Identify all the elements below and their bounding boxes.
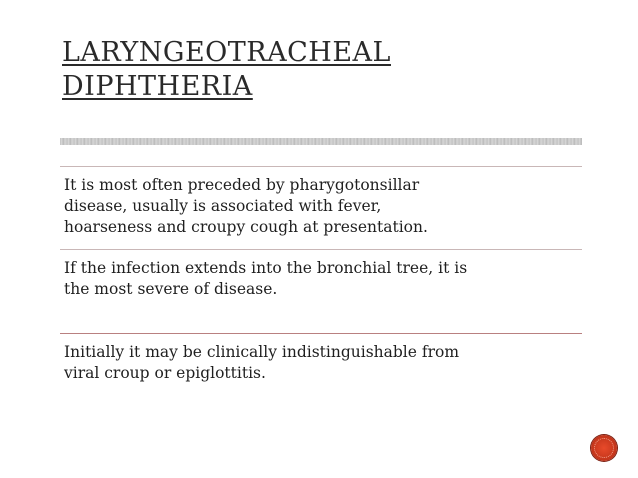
divider-line xyxy=(60,166,582,167)
paragraph-2: If the infection extends into the bronchial tree, it is the most severe of disease. xyxy=(64,259,468,298)
slide-title xyxy=(62,36,582,104)
paragraph-3: Initially it may be clinically indistinguishable from viral croup or epiglottitis. xyxy=(64,343,460,382)
paragraph-1: It is most often preceded by pharygotonsillar disease, usually is associated with fever, hoarseness and croupy cough at presentation. xyxy=(64,176,428,236)
next-slide-icon[interactable] xyxy=(591,435,617,461)
slide-title-line-2: DIPHTHERIA xyxy=(62,71,253,102)
decorative-texture-bar xyxy=(60,138,582,145)
slide-title-line-1: LARYNGEOTRACHEAL xyxy=(62,37,391,68)
divider-line xyxy=(60,249,582,250)
divider-line xyxy=(60,333,582,334)
